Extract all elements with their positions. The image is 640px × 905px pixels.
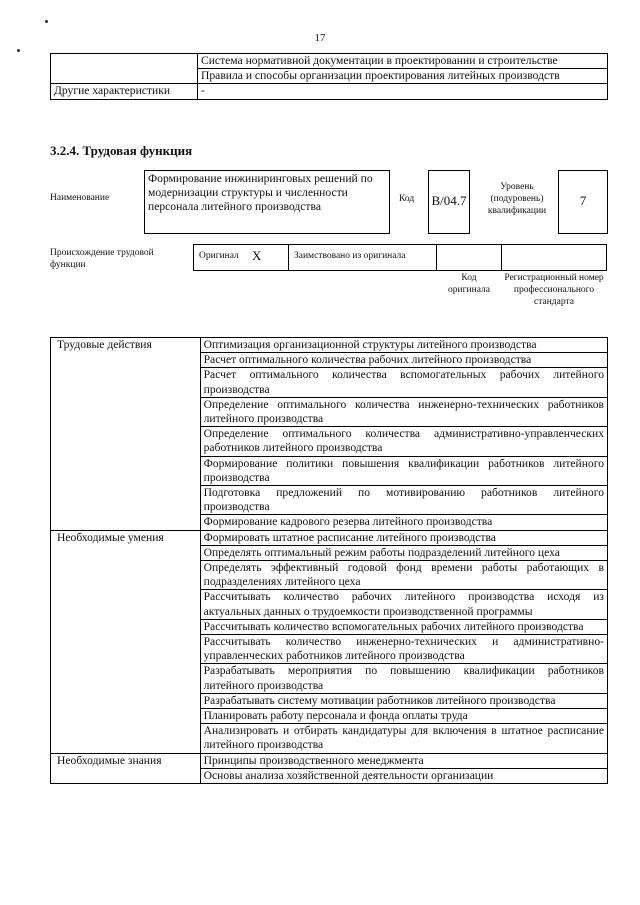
labor-function-table bbox=[50, 337, 608, 784]
name-label: Наименование bbox=[50, 193, 110, 203]
code-value: B/04.7 bbox=[431, 193, 467, 208]
scan-mark bbox=[45, 20, 48, 23]
divider bbox=[436, 245, 437, 270]
table-row bbox=[51, 753, 608, 768]
name-box bbox=[144, 170, 390, 234]
table-cell: Рассчитывать количество вспомогательных рабочих литейного производства bbox=[200, 619, 607, 634]
origin-row bbox=[193, 244, 607, 271]
table-cell: Формировать штатное расписание литейного производства bbox=[200, 530, 607, 545]
table-cell: Определять эффективный годовой фонд времени работы работающих в подразделениях литейного цеха bbox=[200, 561, 607, 590]
table-cell: Разрабатывать систему мотивации работников литейного производства bbox=[200, 693, 607, 708]
characteristics-table bbox=[50, 53, 608, 100]
table-cell: Рассчитывать количество инженерно-технических и административно-управленческих работников литейного производства bbox=[200, 635, 607, 664]
original-mark: X bbox=[252, 248, 262, 263]
origin-label: Происхождение трудовой функции bbox=[50, 248, 154, 270]
table-cell: - bbox=[198, 84, 608, 99]
table-cell: Рассчитывать количество рабочих литейного производства исходя из актуальных данных о трудоемкости производственной программы bbox=[200, 590, 607, 619]
table-label: Другие характеристики bbox=[51, 84, 198, 99]
scan-mark bbox=[17, 49, 20, 52]
section-title: 3.2.4. Трудовая функция bbox=[50, 143, 193, 158]
level-box bbox=[558, 170, 608, 234]
table-row bbox=[51, 338, 608, 353]
code-label: Код bbox=[399, 194, 415, 204]
table-cell: Оптимизация организационной структуры литейного производства bbox=[200, 338, 607, 353]
table-cell: Определение оптимального количества инженерно-технических работников литейного производства bbox=[200, 397, 607, 426]
table-cell: Принципы производственного менеджмента bbox=[200, 753, 607, 768]
table-cell: Формирование политики повышения квалификации работников литейного производства bbox=[200, 456, 607, 485]
code-box bbox=[428, 170, 470, 234]
borrowed-label: Заимствовано из оригинала bbox=[294, 251, 406, 261]
table-cell: Расчет оптимального количества вспомогательных рабочих литейного производства bbox=[200, 368, 607, 397]
table-cell: Система нормативной документации в проектировании и строительстве bbox=[198, 54, 608, 69]
table-cell: Анализировать и отбирать кандидатуры для включения в штатное расписание литейного производства bbox=[200, 724, 607, 753]
level-label: Уровень (подуровень) квалификации bbox=[487, 182, 547, 216]
function-name: Формирование инжиниринговых решений по модернизации структуры и численности персонала литейного производства bbox=[148, 172, 373, 214]
table-cell: Расчет оптимального количества рабочих литейного производства bbox=[200, 353, 607, 368]
table-cell: Подготовка предложений по мотивированию работников литейного производства bbox=[200, 486, 607, 515]
section-label: Необходимые умения bbox=[51, 530, 201, 753]
table-cell: Формирование кадрового резерва литейного производства bbox=[200, 515, 607, 530]
divider bbox=[288, 245, 289, 270]
table-cell: Определять оптимальный режим работы подразделений литейного цеха bbox=[200, 545, 607, 560]
page-number: 17 bbox=[314, 32, 326, 44]
section-label: Трудовые действия bbox=[51, 338, 201, 531]
table-label-empty bbox=[51, 54, 198, 84]
code-caption: Код оригинала bbox=[448, 273, 490, 295]
divider bbox=[501, 245, 502, 270]
table-cell: Определение оптимального количества административно-управленческих работников литейного производства bbox=[200, 427, 607, 456]
table-cell: Разрабатывать мероприятия по повышению квалификации работников литейного производства bbox=[200, 664, 607, 693]
table-cell: Основы анализа хозяйственной деятельности организации bbox=[200, 768, 607, 783]
section-label: Необходимые знания bbox=[51, 753, 201, 783]
level-value: 7 bbox=[579, 193, 587, 208]
table-cell: Правила и способы организации проектирования литейных производств bbox=[198, 69, 608, 84]
reg-caption: Регистрационный номер профессионального стандарта bbox=[504, 273, 604, 307]
table-row bbox=[51, 530, 608, 545]
table-cell: Планировать работу персонала и фонда оплаты труда bbox=[200, 709, 607, 724]
original-label: Оригинал bbox=[199, 251, 239, 261]
